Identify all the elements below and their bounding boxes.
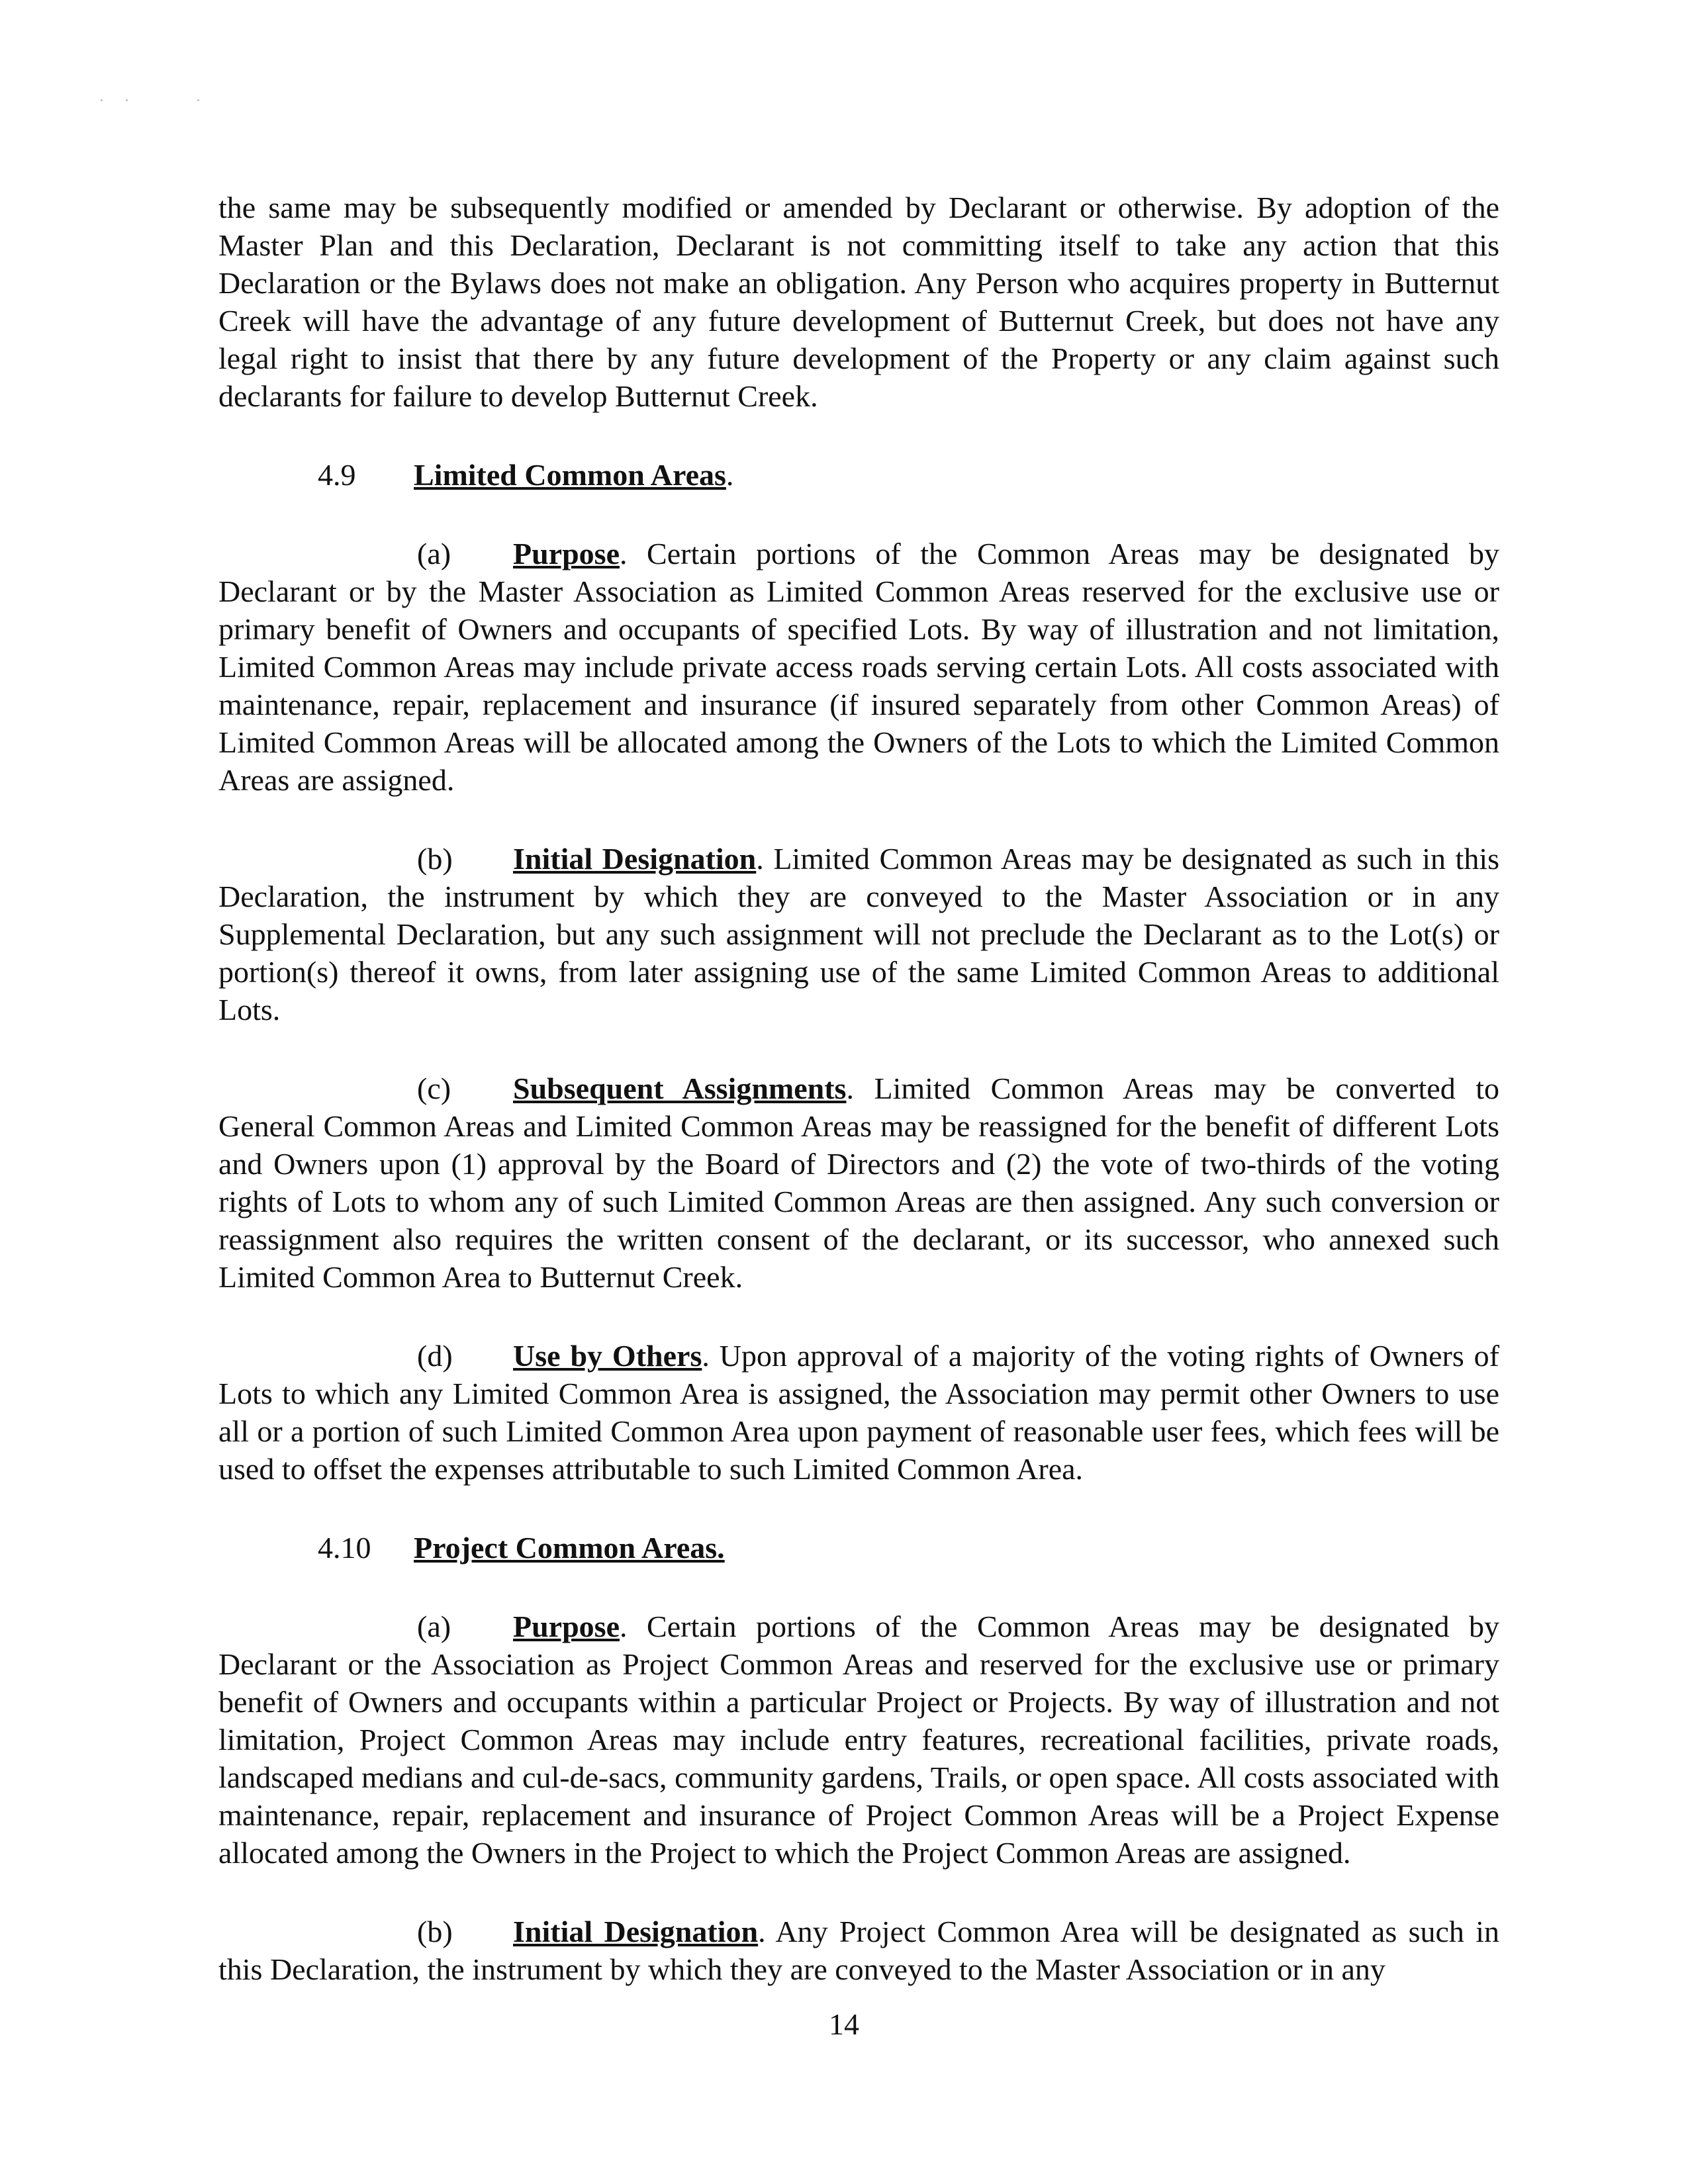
subsection-4-10-b	[218, 1913, 1499, 1988]
subsection-4-10-a	[218, 1608, 1499, 1872]
subsection-text: . Certain portions of the Common Areas may be designated by Declarant or the Association as Project Common Areas and reserved for the exclusive use or primary benefit of Owners and occupants within a particular Project or Projects. By way of illustration and not limitation, Project Common Areas may include entry features, recreational facilities, private roads, landscaped medians and cul-de-sacs, community gardens, Trails, or open space. All costs associated with maintenance, repair, replacement and insurance of Project Common Areas will be a Project Expense allocated among the Owners in the Project to which the Project Common Areas are assigned.	[218, 1610, 1499, 1870]
subsection-4-9-a	[218, 535, 1499, 799]
subsection-label: Initial Designation	[513, 1915, 759, 1948]
subsection-marker: (c)	[417, 1071, 451, 1105]
section-title: Limited Common Areas	[414, 458, 726, 492]
subsection-marker: (b)	[417, 842, 453, 876]
document-body	[218, 189, 1499, 1988]
subsection-text: . Limited Common Areas may be converted to General Common Areas and Limited Common Areas may be reassigned for the benefit of different Lots and Owners upon (1) approval by the Board of Directors and (2) the vote of two-thirds of the voting rights of Lots to whom any of such Limited Common Areas are then assigned. Any such conversion or reassignment also requires the written consent of the declarant, or its successor, who annexed such Limited Common Area to Butternut Creek.	[218, 1071, 1500, 1294]
subsection-text: . Limited Common Areas may be designated as such in this Declaration, the instrument by which they are conveyed to the Master Association or in any Supplemental Declaration, but any such assignment will not preclude the Declarant as to the Lot(s) or portion(s) thereof it owns, from later assigning use of the same Limited Common Areas to additional Lots.	[218, 842, 1499, 1026]
subsection-label: Use by Others	[513, 1339, 702, 1373]
section-heading-4-10	[218, 1529, 1499, 1567]
subsection-text: . Certain portions of the Common Areas may be designated by Declarant or by the Master Association as Limited Common Areas reserved for the exclusive use or primary benefit of Owners and occupants of specified Lots. By way of illustration and not limitation, Limited Common Areas may include private access roads serving certain Lots. All costs associated with maintenance, repair, replacement and insurance (if insured separately from other Common Areas) of Limited Common Areas will be allocated among the Owners of the Lots to which the Limited Common Areas are assigned.	[218, 537, 1499, 797]
subsection-marker: (a)	[417, 537, 451, 570]
subsection-marker: (a)	[417, 1610, 451, 1643]
subsection-text: . Upon approval of a majority of the voting rights of Owners of Lots to which any Limited Common Area is assigned, the Association may permit other Owners to use all or a portion of such Limited Common Area upon payment of reasonable user fees, which fees will be used to offset the expenses attributable to such Limited Common Area.	[218, 1339, 1499, 1486]
section-number: 4.9	[318, 458, 356, 492]
scan-speck	[101, 99, 103, 101]
subsection-marker: (d)	[417, 1339, 453, 1373]
subsection-4-9-b	[218, 840, 1499, 1028]
subsection-label: Purpose	[513, 1610, 620, 1643]
subsection-marker: (b)	[417, 1915, 453, 1948]
scan-speck	[126, 99, 128, 101]
subsection-label: Purpose	[513, 537, 620, 570]
section-title-suffix: .	[726, 458, 734, 492]
section-title: Project Common Areas.	[414, 1531, 725, 1565]
subsection-label: Initial Designation	[513, 842, 757, 876]
page-number: 14	[829, 2007, 859, 2041]
subsection-label: Subsequent Assignments	[513, 1071, 847, 1105]
section-heading-4-9	[218, 456, 1499, 494]
subsection-4-9-d	[218, 1337, 1499, 1488]
scan-speck	[197, 99, 199, 101]
subsection-text: . Any Project Common Area will be designated as such in this Declaration, the instrument by which they are conveyed to the Master Association or in any	[218, 1915, 1499, 1986]
subsection-4-9-c	[218, 1069, 1499, 1296]
section-number: 4.10	[318, 1531, 371, 1565]
continuation-paragraph: the same may be subsequently modified or amended by Declarant or otherwise. By adoption of the Master Plan and this Declaration, Declarant is not committing itself to take any action that this Declaration or the Bylaws does not make an obligation. Any Person who acquires property in Butternut Creek will have the advantage of any future development of Butternut Creek, but does not have any legal right to insist that there by any future development of the Property or any claim against such declarants for failure to develop Butternut Creek.	[218, 191, 1499, 413]
